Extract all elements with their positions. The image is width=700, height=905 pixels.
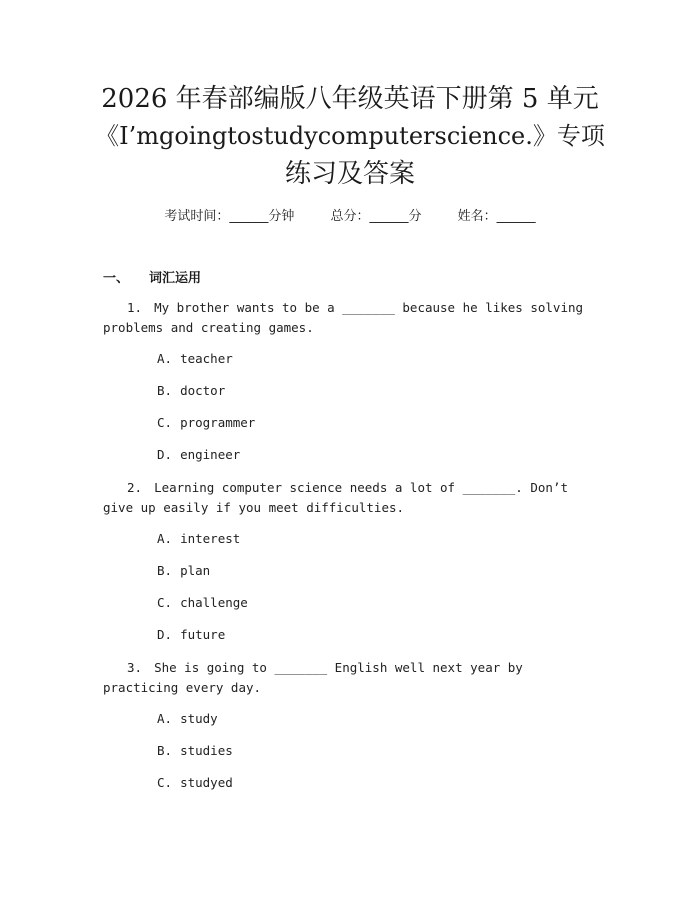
option-label: B. [157,743,173,758]
option-text: study [180,711,218,726]
option-label: C. [157,775,173,790]
option-text: interest [180,531,241,546]
exam-name-field: 姓名：______ [457,209,536,224]
question-text: My brother wants to be a _______ because he likes solving problems and creating games. [103,300,584,335]
option-label: B. [157,563,173,578]
option-label: D. [157,627,173,642]
question-2-option-a [157,530,240,548]
question-1-option-a [157,350,233,368]
option-text: plan [180,563,211,578]
option-text: challenge [180,595,248,610]
option-text: programmer [180,415,256,430]
section-number: 一、 [103,271,130,286]
option-text: teacher [180,351,233,366]
option-text: studyed [180,775,233,790]
exam-info [0,205,700,224]
question-1 [103,298,603,338]
option-label: A. [157,711,173,726]
question-3-option-b [157,742,233,760]
document-title-line-2: 《I’mgoingtostudycomputerscience.》专项 [95,122,605,150]
option-label: A. [157,351,173,366]
option-text: engineer [180,447,241,462]
question-2-option-d [157,626,225,644]
option-label: B. [157,383,173,398]
question-text: Learning computer science needs a lot of _______. Don’t give up easily if you meet difficulties. [103,480,568,515]
option-label: C. [157,415,173,430]
question-number: 2. [127,480,143,495]
option-label: A. [157,531,173,546]
question-1-option-d [157,446,240,464]
question-3-option-c [157,774,233,792]
question-2-option-c [157,594,248,612]
question-number: 1. [127,300,143,315]
option-text: doctor [180,383,226,398]
question-number: 3. [127,660,143,675]
option-text: future [180,627,226,642]
option-text: studies [180,743,233,758]
exam-time-field: 考试时间：______分钟 [164,209,295,224]
question-3-option-a [157,710,218,728]
option-label: C. [157,595,173,610]
question-2 [103,478,603,518]
question-2-option-b [157,562,210,580]
exam-score-field: 总分：______分 [330,209,422,224]
section-title: 词汇运用 [149,271,202,286]
question-text: She is going to _______ English well next year by practicing every day. [103,660,523,695]
document-title-line-1: 2026 年春部编版八年级英语下册第 5 单元 [101,84,599,114]
question-3 [103,658,603,698]
section-heading [103,267,201,286]
question-1-option-b [157,382,225,400]
option-label: D. [157,447,173,462]
question-1-option-c [157,414,255,432]
document-title-line-3: 练习及答案 [284,159,415,189]
